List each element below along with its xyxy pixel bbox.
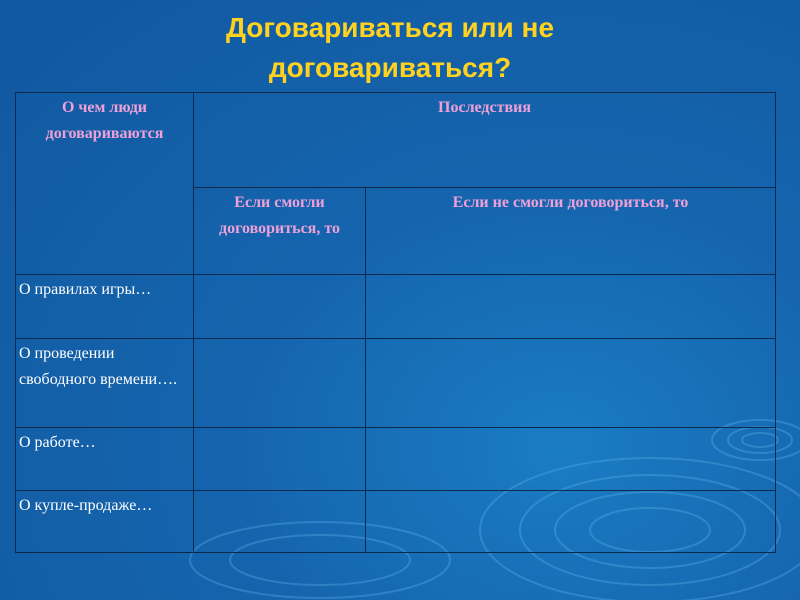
table-row: [16, 491, 776, 553]
header-if-not-agreed-cell: Если не смогли договориться, то: [366, 188, 776, 275]
slide-title-line-1: Договариваться или не: [225, 12, 555, 43]
cell-if-not-agreed: [366, 491, 776, 553]
table-row: [16, 428, 776, 491]
cell-if-agreed: [194, 428, 366, 491]
cell-if-agreed: [194, 275, 366, 339]
cell-if-agreed: [194, 491, 366, 553]
table-row: [16, 275, 776, 339]
slide-title-line-2: договариваться?: [268, 52, 512, 83]
agreement-table: [15, 92, 776, 553]
table-row: [16, 339, 776, 428]
cell-if-not-agreed: [366, 275, 776, 339]
header-consequences-cell: Последствия: [194, 93, 776, 188]
row-label-trade: О купле-продаже…: [16, 491, 194, 553]
row-label-work: О работе…: [16, 428, 194, 491]
cell-if-not-agreed: [366, 339, 776, 428]
slide-title: [0, 8, 780, 88]
cell-if-not-agreed: [366, 428, 776, 491]
header-if-agreed-cell: Если смогли договориться, то: [194, 188, 366, 275]
row-label-free-time: О проведении свободного времени….: [16, 339, 194, 428]
cell-if-agreed: [194, 339, 366, 428]
row-label-game-rules: О правилах игры…: [16, 275, 194, 339]
header-topic-cell: О чем люди договариваются: [16, 93, 194, 275]
